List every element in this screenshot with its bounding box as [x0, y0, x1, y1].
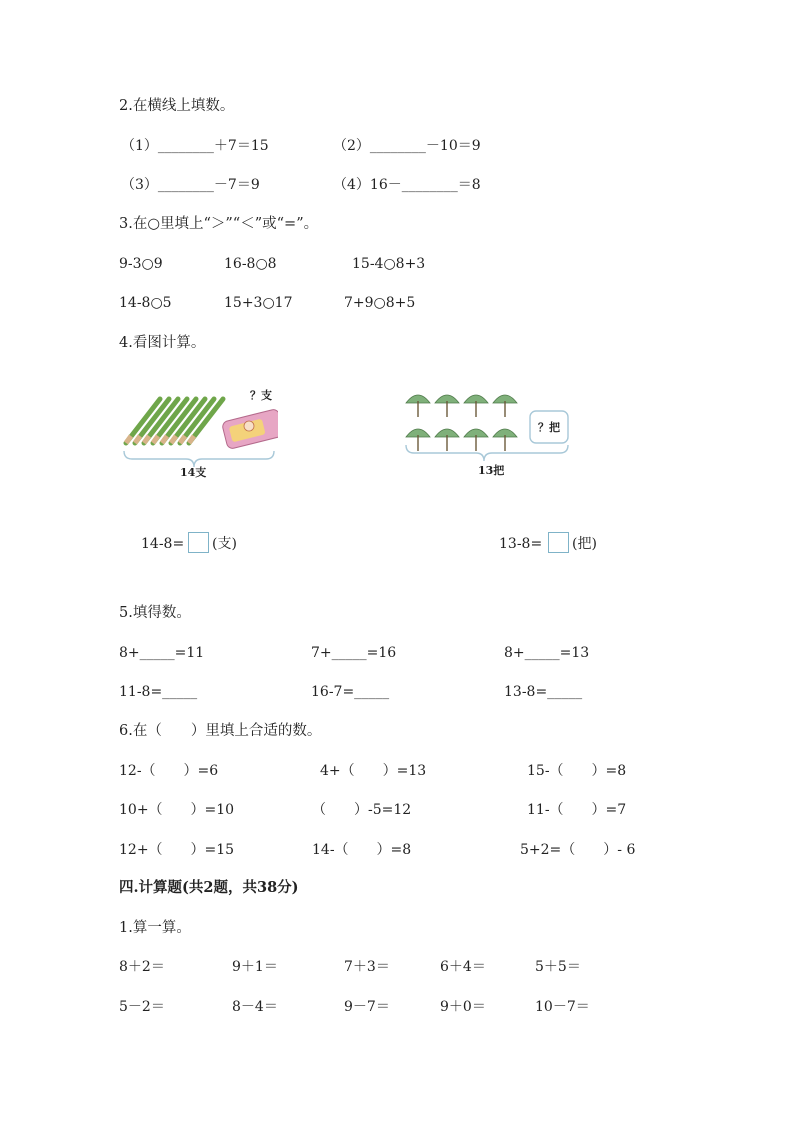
pencil-tip-icon	[126, 436, 131, 443]
calc1-r2-1: 5－2＝	[119, 999, 165, 1015]
calc1-r1-5: 5＋5＝	[535, 959, 581, 975]
calc1-r2-3: 9－7＝	[344, 999, 390, 1015]
umbrella-icon	[406, 429, 430, 451]
q5-item-6: 13-8=_____	[504, 684, 583, 700]
calc1-r1-4: 6＋4＝	[440, 959, 486, 975]
q5-item-2: 7+_____=16	[311, 645, 397, 661]
pencil-tip-icon	[189, 436, 194, 443]
q5-item-4: 11-8=_____	[119, 684, 198, 700]
q4-eq1-answer-box[interactable]	[188, 532, 209, 553]
pencil-tip-icon	[171, 436, 176, 443]
q6-item-8: 14-（ ）=8	[312, 842, 412, 858]
q3-item-4: 14-8○5	[119, 295, 172, 311]
q2-title: 2.在横线上填数。	[119, 98, 235, 114]
umbrella-icon	[493, 429, 517, 451]
pencil-tip-icon	[153, 436, 158, 443]
umbrella-icon	[464, 429, 488, 451]
q5-title: 5.填得数。	[119, 605, 191, 621]
q6-item-5: （ ）-5=12	[312, 802, 412, 818]
q2-item-2: （2）________－10＝9	[333, 138, 481, 154]
q6-title: 6.在（ ）里填上合适的数。	[119, 723, 322, 739]
umbrella-icon	[464, 395, 488, 417]
pencils-picture	[118, 385, 278, 485]
q3-title: 3.在○里填上“＞”“＜”或“=”。	[119, 216, 319, 232]
pic2-total-label: 13把	[478, 464, 505, 477]
q3-item-3: 15-4○8+3	[352, 256, 426, 272]
q3-item-1: 9-3○9	[119, 256, 163, 272]
q6-item-7: 12+（ ）=15	[119, 842, 235, 858]
q4-title: 4.看图计算。	[119, 335, 206, 351]
calc1-r1-2: 9＋1＝	[232, 959, 278, 975]
q2-item-4: （4）16－________＝8	[333, 177, 481, 193]
q3-item-2: 16-8○8	[224, 256, 277, 272]
pencil-tip-icon	[135, 436, 140, 443]
umbrella-icon	[493, 395, 517, 417]
q4-eq1-expr: 14-8=	[141, 536, 185, 552]
q6-item-4: 10+（ ）=10	[119, 802, 235, 818]
q6-item-9: 5+2=（ ）- 6	[520, 842, 636, 858]
calc1-r1-1: 8＋2＝	[119, 959, 165, 975]
q4-eq2-unit: (把)	[572, 536, 597, 552]
calc1-r2-4: 9＋0＝	[440, 999, 486, 1015]
q6-item-2: 4+（ ）=13	[320, 763, 427, 779]
q4-eq1-unit: (支)	[212, 536, 237, 552]
umbrella-group	[406, 395, 517, 451]
pencil-tip-icon	[180, 436, 185, 443]
pic2-question-label: ？把	[538, 421, 560, 434]
pencil-tip-icon	[144, 436, 149, 443]
pencil-tip-icon	[162, 436, 167, 443]
pic1-question-label: ？支	[250, 389, 272, 402]
q6-item-6: 11-（ ）=7	[527, 802, 627, 818]
q6-item-1: 12-（ ）=6	[119, 763, 219, 779]
q2-item-3: （3）________－7＝9	[121, 177, 260, 193]
calc1-r2-2: 8－4＝	[232, 999, 278, 1015]
calc1-r1-3: 7＋3＝	[344, 959, 390, 975]
q2-item-1: （1）________＋7＝15	[121, 138, 269, 154]
pencil-case-icon	[221, 408, 278, 449]
umbrella-icon	[406, 395, 430, 417]
q3-item-5: 15+3○17	[224, 295, 293, 311]
pencil-bundle	[126, 399, 223, 443]
q5-item-5: 16-7=_____	[311, 684, 390, 700]
q6-item-3: 15-（ ）=8	[527, 763, 627, 779]
q5-item-1: 8+_____=11	[119, 645, 205, 661]
q4-eq2-expr: 13-8=	[499, 536, 543, 552]
umbrellas-picture	[402, 385, 572, 485]
umbrella-icon	[435, 429, 459, 451]
umbrella-icon	[435, 395, 459, 417]
calc1-title: 1.算一算。	[119, 920, 191, 936]
q4-eq2-answer-box[interactable]	[548, 532, 569, 553]
q3-item-6: 7+9○8+5	[344, 295, 416, 311]
section4-title: 四.计算题(共2题，共38分)	[119, 879, 299, 896]
calc1-r2-5: 10－7＝	[535, 999, 590, 1015]
pic1-total-label: 14支	[180, 466, 207, 479]
q5-item-3: 8+_____=13	[504, 645, 590, 661]
brace-icon	[406, 445, 568, 461]
